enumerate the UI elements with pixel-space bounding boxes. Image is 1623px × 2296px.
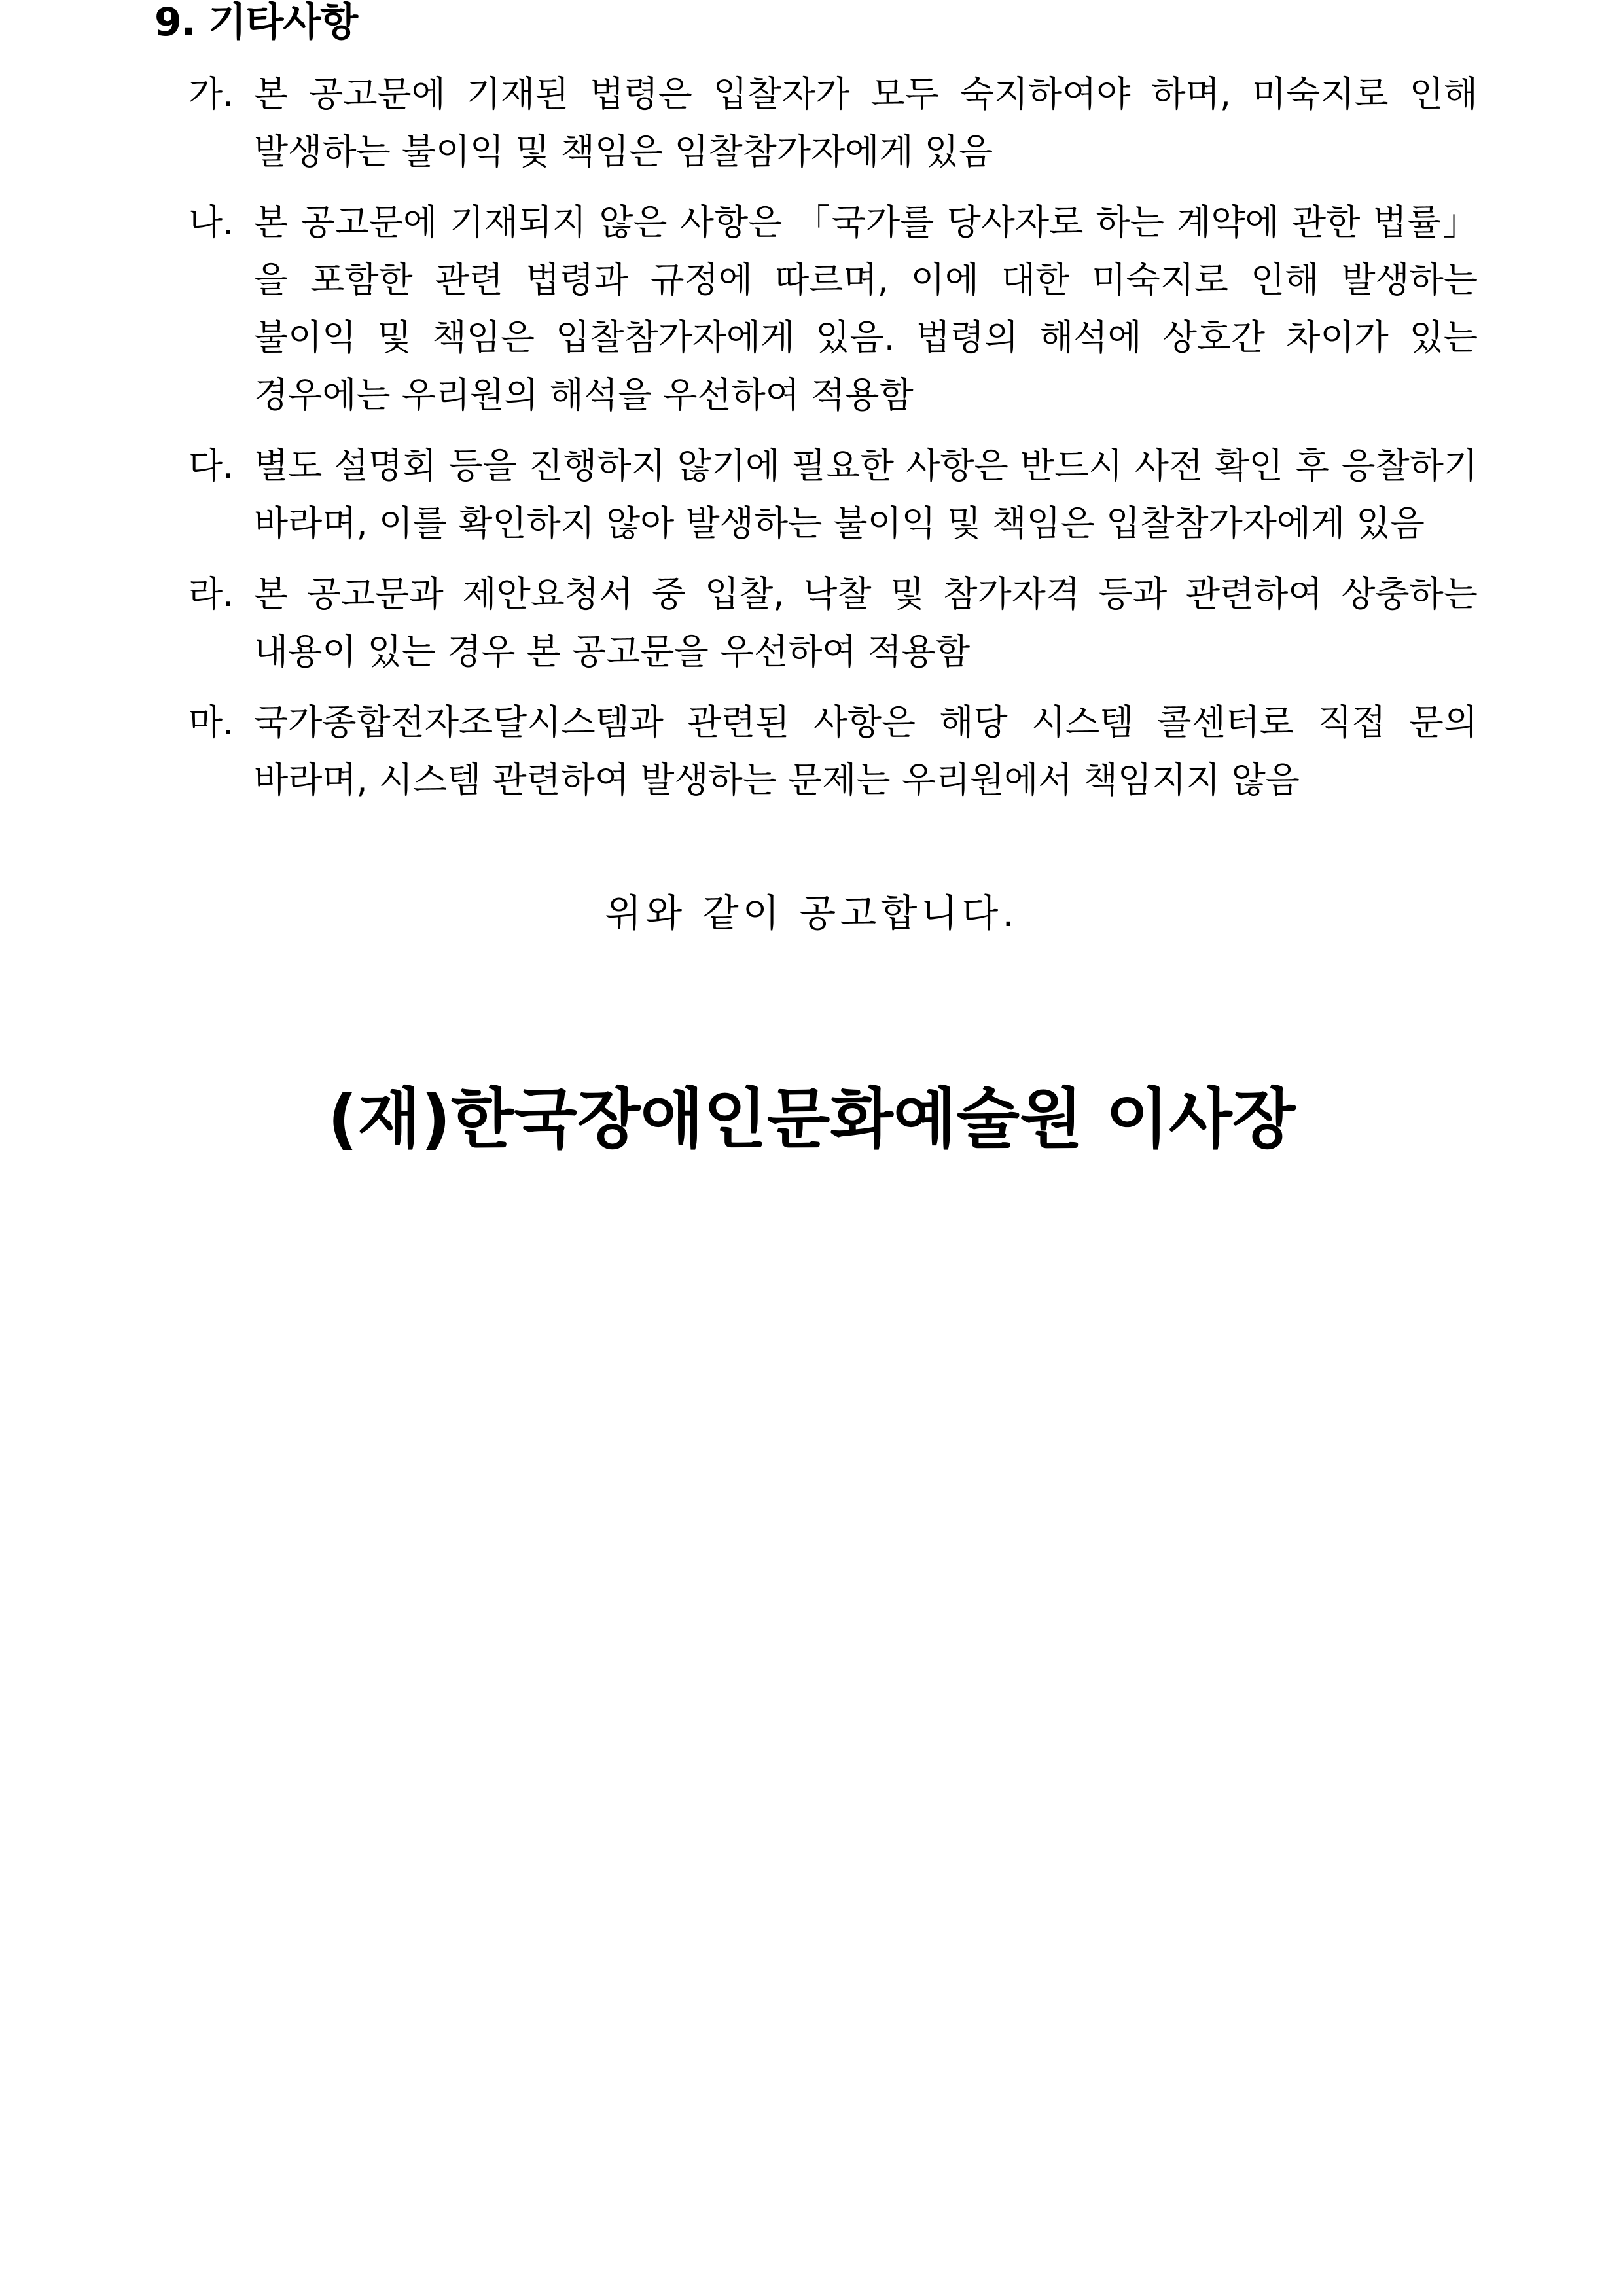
list-item-text: 별도 설명회 등을 진행하지 않기에 필요한 사항은 반드시 사전 확인 후 응찰하기 바라며, 이를 확인하지 않아 발생하는 불이익 및 책임은 입찰참가자에게 있음 (254, 445, 1478, 544)
list-item (188, 194, 1478, 424)
list-item-marker: 라. (188, 573, 234, 615)
issuer-signature: (재)한국장애인문화예술원 이사장 (327, 1081, 1296, 1157)
list-item-marker: 다. (188, 445, 234, 486)
list-item-text: 본 공고문에 기재되지 않은 사항은 「국가를 당사자로 하는 계약에 관한 법률」을 포함한 관련 법령과 규정에 따르며, 이에 대한 미숙지로 인해 발생하는 불이익 및 책임은 입찰참가자에게 있음. 법령의 해석에 상호간 차이가 있는 경우에는 우리원의 해석을 우선하여 적용함 (254, 202, 1478, 416)
list-item (188, 65, 1478, 181)
notice-list (188, 65, 1478, 822)
list-item-marker: 나. (188, 202, 234, 243)
list-item (188, 565, 1478, 681)
list-item (188, 694, 1478, 809)
list-item (188, 437, 1478, 552)
list-item-text: 본 공고문에 기재된 법령은 입찰자가 모두 숙지하여야 하며, 미숙지로 인해 발생하는 불이익 및 책임은 임찰참가자에게 있음 (254, 73, 1478, 172)
closing-statement: 위와 같이 공고합니다. (605, 891, 1018, 935)
section-heading: 9. 기타사항 (154, 0, 358, 45)
list-item-text: 국가종합전자조달시스템과 관련된 사항은 해당 시스템 콜센터로 직접 문의 바라며, 시스템 관련하여 발생하는 문제는 우리원에서 책임지지 않음 (254, 702, 1478, 800)
list-item-marker: 마. (188, 702, 234, 743)
list-item-marker: 가. (188, 73, 234, 115)
list-item-text: 본 공고문과 제안요청서 중 입찰, 낙찰 및 참가자격 등과 관련하여 상충하는 내용이 있는 경우 본 공고문을 우선하여 적용함 (254, 573, 1478, 672)
